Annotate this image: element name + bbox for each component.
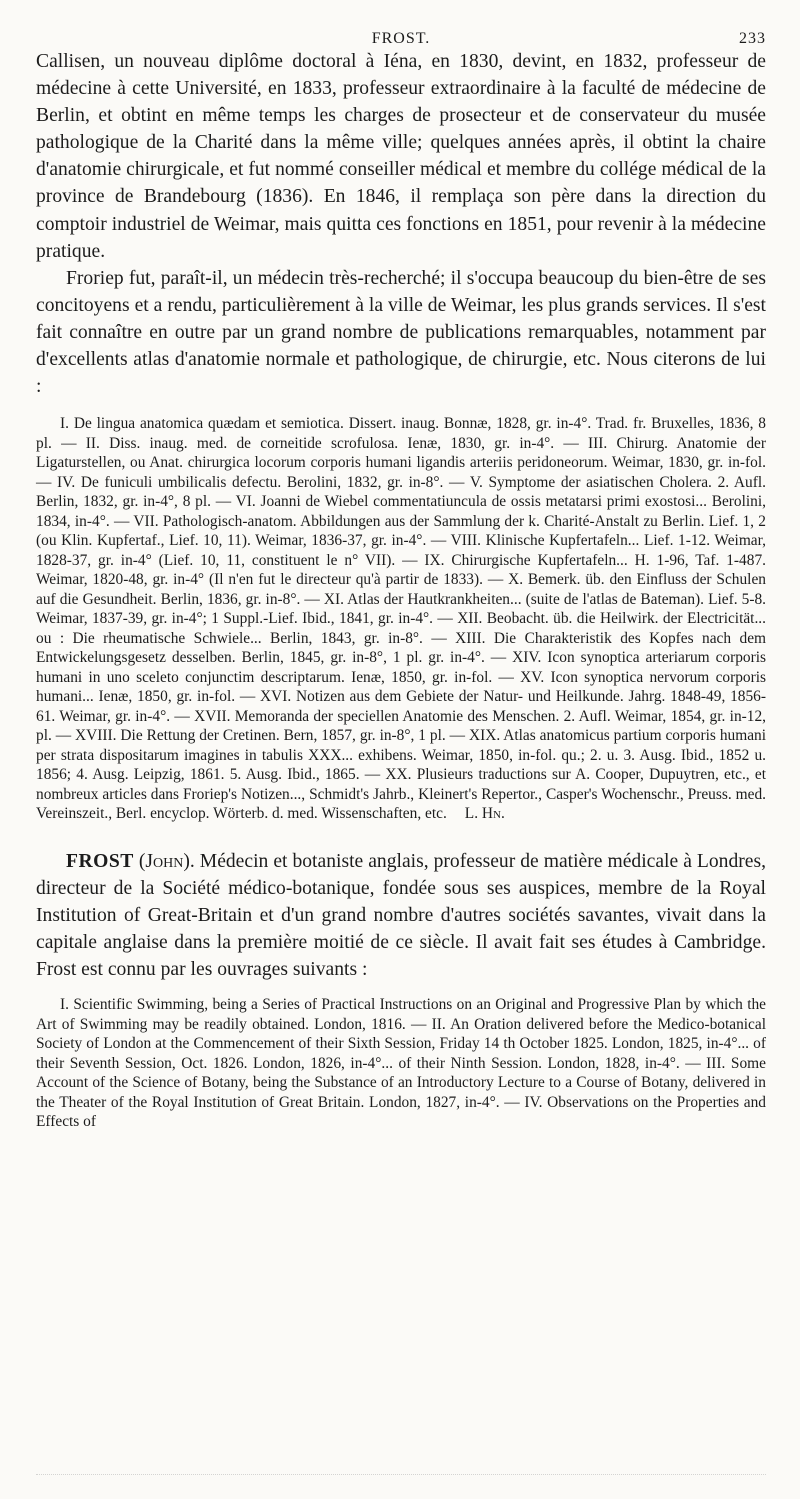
author-signature: L. Hn. [464,805,505,823]
paragraph-froriep: Froriep fut, paraît-il, un médecin très-recherché; il s'occupa beaucoup du bien-être de ses concitoyens et a rendu, particulièrement à la ville de Weimar, les plus grands services. Il s'est fait connaître en outre par un grand nombre de publications remarquables, notamment par d'excellents atlas d'anatomie normale et pathologique, de chirurgie, etc. Nous citerons de lui : [36,267,766,398]
paragraph-callisen: Callisen, un nouveau diplôme doctoral à Iéna, en 1830, devint, en 1832, professeur de médecine à cette Université, en 1833, professeur extraordinaire à la faculté de médecine de Berlin, et obtint en même temps les charges de prosecteur et de conservateur du musée pathologique de la Charité dans la même ville; quelques années après, il obtint la chaire d'anatomie chirurgicale, et fut nommé conseiller médical et membre du collége médical de la province de Brandebourg (1836). En 1846, il remplaça son père dans la direction du comptoir industriel de Weimar, mais quitta ces fonctions en 1851, pour revenir à la médecine pratique. [36,51,766,262]
frost-bibliography [36,995,766,1132]
frost-entry [36,848,766,983]
froriep-continuation [36,48,766,400]
froriep-bibliography [36,414,766,824]
running-head-title: FROST. [371,30,431,47]
running-head [36,0,766,47]
page-number: 233 [739,30,766,47]
entry-given-name: (John). [138,850,195,872]
frost-bibliography-text: I. Scientific Swimming, being a Series of Practical Instructions on an Original and Progressive Plan by which the Art of Swimming may be readily obtained. London, 1816. — II. An Oration delivered before the Medico-botanical Society of London at the Commencement of their Sixth Session, Friday 14 th October 1825. London, 1825, in-4°... of their Seventh Session, Oct. 1826. London, 1826, in-4°... of their Ninth Session. London, 1828, in-4°. — III. Some Account of the Science of Botany, being the Substance of an Introductory Lecture to a Course of Botany, delivered in the Theater of the Royal Institution of Great Britain. London, 1827, in-4°. — IV. Observations on the Properties and Effects of [36,996,766,1131]
froriep-bibliography-text: I. De lingua anatomica quædam et semiotica. Dissert. inaug. Bonnæ, 1828, gr. in-4°. Trad. fr. Bruxelles, 1836, 8 pl. — II. Diss. inaug. med. de corneitide scrofulosa. Ienæ, 1830, gr. in-4°. — III. Chirurg. Anatomie der Ligaturstellen, ou Anat. chirurgica locorum corporis humani ligandis arteriis peridoneorum. Weimar, 1830, gr. in-fol. — IV. De funiculi umbilicalis defectu. Berolini, 1832, gr. in-8°. — V. Symptome der asiatischen Cholera. 2. Aufl. Berlin, 1832, gr. in-4°, 8 pl. — VI. Joanni de Wiebel commentatiuncula de ossis metatarsi primi exostosi... Berolini, 1834, in-4°. — VII. Pathologisch-anatom. Abbildungen aus der Sammlung der k. Charité-Anstalt zu Berlin. Lief. 1, 2 (ou Klin. Kupfertaf., Lief. 10, 11). Weimar, 1836-37, gr. in-4°. — VIII. Klinische Kupfertafeln... Lief. 1-12. Weimar, 1828-37, gr. in-4° (Lief. 10, 11, constituent le n° VII). — IX. Chirurgische Kupfertafeln... H. 1-96, Taf. 1-487. Weimar, 1820-48, gr. in-4° (Il n'en fut le directeur qu'à partir de 1833). — X. Bemerk. üb. den Einfluss der Schulen auf die Gesundheit. Berlin, 1836, gr. in-8°. — XI. Atlas der Hautkrankheiten... (suite de l'atlas de Bateman). Lief. 5-8. Weimar, 1837-39, gr. in-4°; 1 Suppl.-Lief. Ibid., 1841, gr. in-4°. — XII. Beobacht. üb. die Heilwirk. der Electricität... ou : Die rheumatische Schwiele... Berlin, 1843, gr. in-8°. — XIII. Die Charakteristik des Kopfes nach dem Entwickelungsgesetz desselben. Berlin, 1845, gr. in-8°, 1 pl. gr. in-4°. — XIV. Icon synoptica arteriarum corporis humani in uno sceleto conjunctim descriptarum. Ienæ, 1850, gr. in-fol. — XV. Icon synoptica nervorum corporis humani... Ienæ, 1850, gr. in-fol. — XVI. Notizen aus dem Gebiete der Natur- und Heilkunde. Jahrg. 1848-49, 1856-61. Weimar, gr. in-4°. — XVII. Memoranda der speciellen Anatomie des Menschen. 2. Aufl. Weimar, 1854, gr. in-12, pl. — XVIII. Die Rettung der Cretinen. Bern, 1857, gr. in-8°, 1 pl. — XIX. Atlas anatomicus partium corporis humani per strata dispositarum imagines in tabulis XXX... exhibens. Weimar, 1850, in-fol. qu.; 2. u. 3. Ausg. Ibid., 1852 u. 1856; 4. Ausg. Leipzig, 1861. 5. Ausg. Ibid., 1865. — XX. Plusieurs traductions sur A. Cooper, Dupuytren, etc., et nombreux articles dans Froriep's Notizen..., Schmidt's Jahrb., Kleinert's Repertor., Casper's Wochenschr., Preuss. med. Vereinszeit., Berl. encyclop. Wörterb. d. med. Wissenschaften, etc. [36,415,766,823]
entry-text: Médecin et botaniste anglais, professeur de matière médicale à Londres, directeur de la Société médico-botanique, fondée sous ses auspices, membre de la Royal Institution of Great-Britain et d'un grand nombre d'autres sociétés savantes, vivait dans la capitale anglaise dans la première moitié de ce siècle. Il avait fait ses études à Cambridge. Frost est connu par les ouvrages suivants : [36,850,766,981]
page-bottom-edge [36,1474,766,1485]
entry-headword: FROST [66,850,134,872]
